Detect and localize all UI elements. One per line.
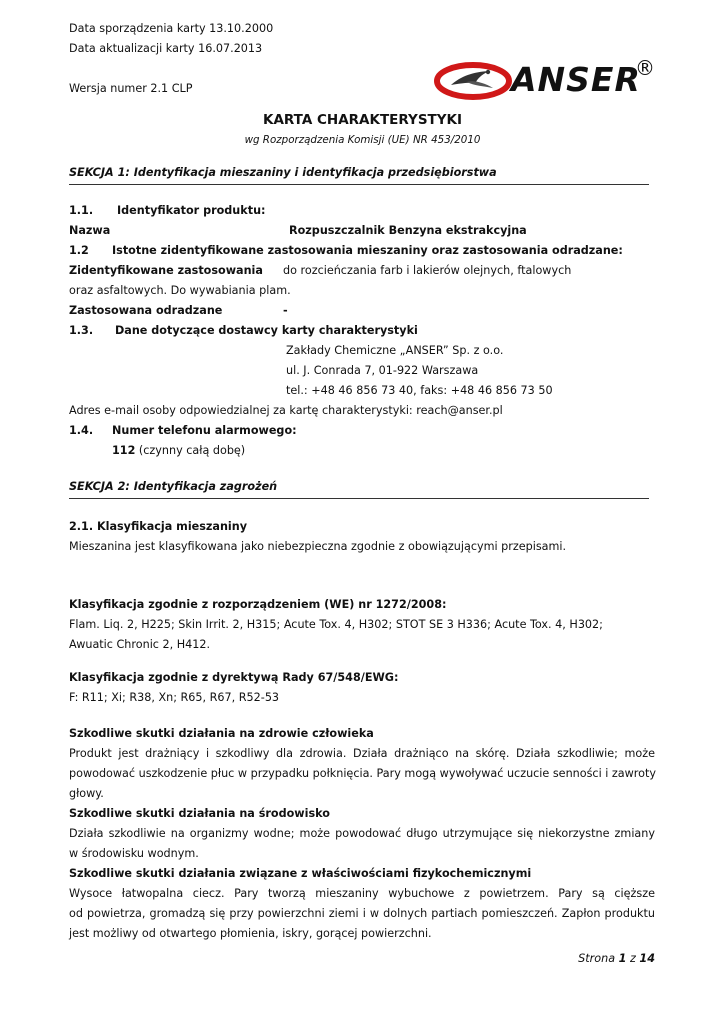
physchem-line-3: jest możliwy od otwartego płomienia, iskry, gorącej powierzchni. [69,927,432,940]
uses-value: do rozcieńczania farb i lakierów olejnych, ftalowych [283,264,572,277]
page-subtitle: wg Rozporządzenia Komisji (UE) NR 453/2010 [244,134,481,146]
s12-title: Istotne zidentyfikowane zastosowania mieszaniny oraz zastosowania odradzane: [112,244,623,257]
section2-heading: SEKCJA 2: Identyfikacja zagrożeń [69,480,278,493]
health-title: Szkodliwe skutki działania na zdrowie człowieka [69,727,374,740]
page-number [578,952,655,965]
environment-line-1: Działa szkodliwie na organizmy wodne; może powodować długo utrzymujące się niekorzystne zmiany [69,827,655,840]
clp-title: Klasyfikacja zgodnie z rozporządzeniem (WE) nr 1272/2008: [69,598,447,611]
s12-number: 1.2 [69,244,89,257]
dsd-title: Klasyfikacja zgodnie z dyrektywą Rady 67/548/EWG: [69,671,399,684]
update-date: Data aktualizacji karty 16.07.2013 [69,42,263,55]
logo-wordmark: ANSER [511,60,641,99]
page-total: 14 [639,952,655,965]
advised-against-value: - [283,304,288,317]
s13-number: 1.3. [69,324,94,337]
health-line-1: Produkt jest drażniący i szkodliwy dla zdrowia. Działa drażniąco na skórę. Działa szkodliwie; może [69,747,655,760]
s11-number: 1.1. [69,204,94,217]
clp-line-2: Awuatic Chronic 2, H412. [69,638,211,651]
section2-rule [69,498,649,499]
anser-logo [433,58,659,104]
environment-title: Szkodliwe skutki działania na środowisko [69,807,330,820]
physchem-line-2: od powietrza, gromadzą się przy powierzchni ziemi i w dolnych partiach pomieszczeń. Zapłon produktu [69,907,655,920]
physchem-title: Szkodliwe skutki działania związane z właściwościami fizykochemicznymi [69,867,532,880]
page-separator: z [629,952,636,965]
emergency-note: (czynny całą dobę) [135,444,246,457]
clp-line-1: Flam. Liq. 2, H225; Skin Irrit. 2, H315; Acute Tox. 4, H302; STOT SE 3 H336; Acute Tox. 4, H302; [69,618,603,631]
section1-heading: SEKCJA 1: Identyfikacja mieszaniny i identyfikacja przedsiębiorstwa [69,166,497,179]
registered-mark: ® [635,56,655,80]
creation-date: Data sporządzenia karty 13.10.2000 [69,22,274,35]
s13-title: Dane dotyczące dostawcy karty charakterystyki [115,324,418,337]
uses-label: Zidentyfikowane zastosowania [69,264,263,277]
product-name: Rozpuszczalnik Benzyna ekstrakcyjna [289,224,527,237]
name-label: Nazwa [69,224,111,237]
s14-title: Numer telefonu alarmowego: [112,424,297,437]
s21-title: 2.1. Klasyfikacja mieszaniny [69,520,248,533]
physchem-line-1: Wysoce łatwopalna ciecz. Pary tworzą mieszaniny wybuchowe z powietrzem. Pary są cięższe [69,887,655,900]
supplier-company: Zakłady Chemiczne „ANSER” Sp. z o.o. [286,344,504,357]
health-line-3: głowy. [69,787,104,800]
s11-title: Identyfikator produktu: [117,204,266,217]
environment-line-2: w środowisku wodnym. [69,847,199,860]
s21-text: Mieszanina jest klasyfikowana jako niebezpieczna zgodnie z obowiązującymi przepisami. [69,540,567,553]
supplier-address: ul. J. Conrada 7, 01-922 Warszawa [286,364,479,377]
page-label: Strona [578,952,616,965]
section1-rule [69,184,649,185]
supplier-phone: tel.: +48 46 856 73 40, faks: +48 46 856 73 50 [286,384,553,397]
supplier-email-line: Adres e-mail osoby odpowiedzialnej za kartę charakterystyki: reach@anser.pl [69,404,503,417]
emergency-number: 112 [112,444,136,457]
emergency-phone [112,444,245,457]
s14-number: 1.4. [69,424,94,437]
page-current: 1 [618,952,627,965]
uses-continuation: oraz asfaltowych. Do wywabiania plam. [69,284,291,297]
advised-against-label: Zastosowana odradzane [69,304,223,317]
version-number: Wersja numer 2.1 CLP [69,82,193,95]
page-title: KARTA CHARAKTERYSTYKI [262,112,463,128]
dsd-text: F: R11; Xi; R38, Xn; R65, R67, R52-53 [69,691,280,704]
health-line-2: powodować uszkodzenie płuc w przypadku połknięcia. Pary mogą wywoływać uczucie senności i zawroty [69,767,656,780]
